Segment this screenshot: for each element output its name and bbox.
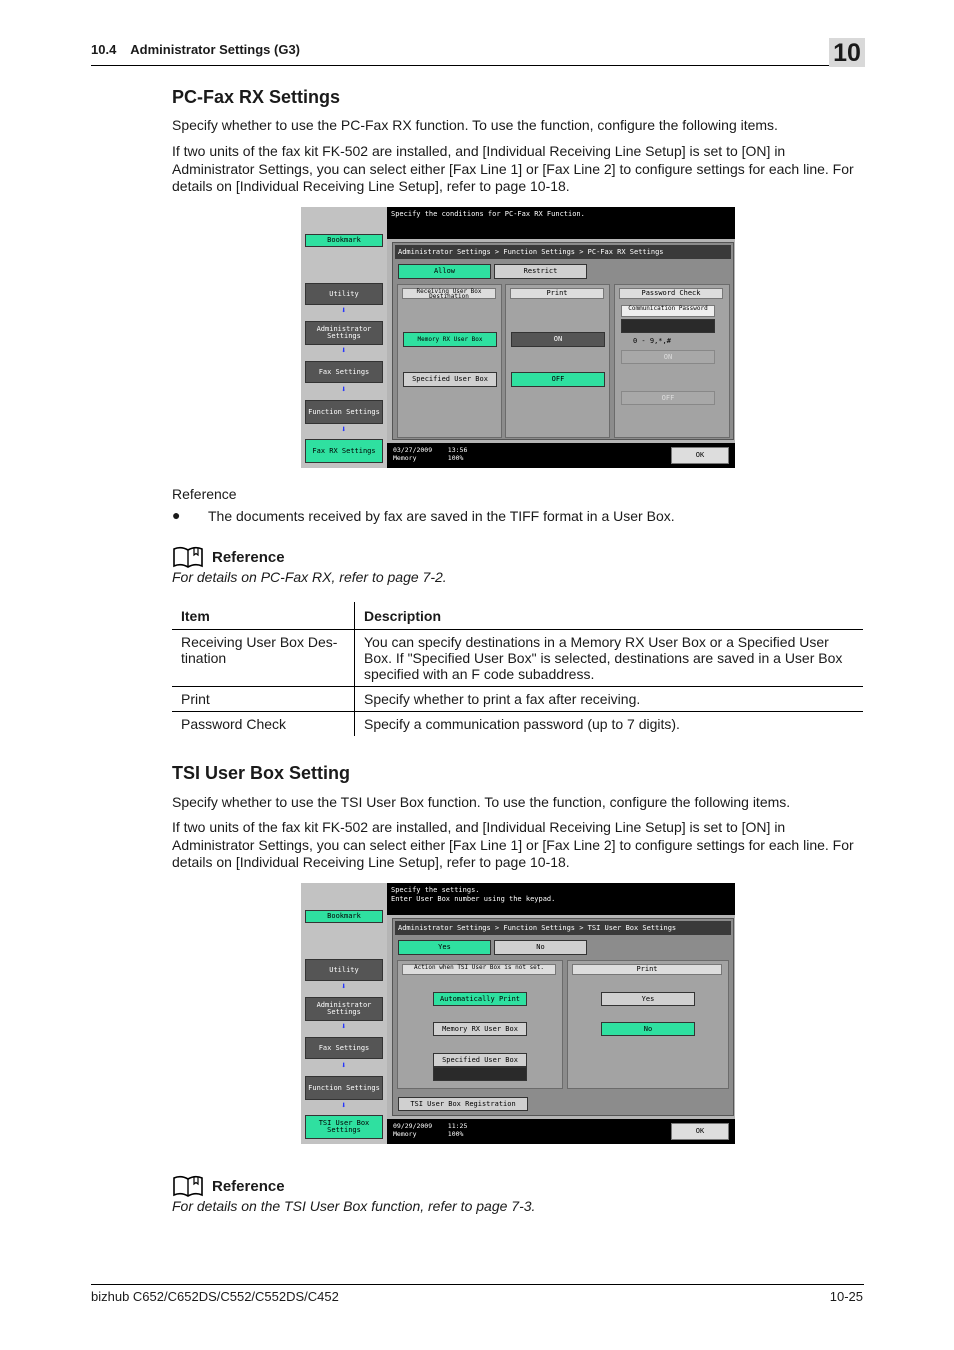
user-box-number-field[interactable]: [433, 1067, 527, 1081]
print-section: [567, 960, 729, 1089]
memory-rx-button[interactable]: Memory RX User Box: [433, 1022, 527, 1036]
screen-message-line2: Enter User Box number using the keypad.: [391, 895, 556, 903]
chapter-number: 10: [829, 38, 865, 67]
print-yes-button[interactable]: Yes: [601, 992, 695, 1006]
table-header-row: [172, 602, 863, 630]
pcfax-title: PC-Fax RX Settings: [172, 87, 341, 107]
settings-table: [172, 602, 863, 736]
screen-message-line1: Specify the settings.: [391, 886, 480, 894]
sidebar: [301, 207, 387, 468]
memory-label: Memory: [393, 453, 417, 462]
tsi-line-setup: If two units of the fax kit FK-502 are installed, and [Individual Receiving Line Setup] is set to [ON] in Administrator Settings, you can select either [Fax Line 1] or [Fax Line 2] to configure settings for each line. For details on [Individual Receiving Line Setup], refer to page 10-18.: [172, 819, 854, 870]
reference-heading: [172, 546, 285, 568]
down-arrow-icon: ⬇: [341, 1022, 347, 1032]
reference-title: Reference: [212, 1177, 285, 1195]
status-date: 09/29/2009: [393, 1122, 433, 1130]
screen-message: [387, 883, 735, 915]
comm-password-label: Communication Password: [621, 305, 715, 317]
password-off-button[interactable]: OFF: [621, 391, 715, 405]
sidebar-bookmark[interactable]: Bookmark: [305, 234, 383, 247]
memory-rx-button[interactable]: Memory RX User Box: [403, 332, 497, 347]
pcfax-screenshot: [301, 207, 735, 468]
status-date: 03/27/2009: [393, 446, 433, 454]
reference-heading: [172, 1175, 285, 1197]
pcfax-line-setup: If two units of the fax kit FK-502 are installed, and [Individual Receiving Line Setup] is set to [ON] in Administrator Settings, you can select either [Fax Line 1] or [Fax Line 2] to configure settings for each line. For details on [Individual Receiving Line Setup], refer to page 10-18.: [172, 143, 854, 194]
col-header-description: Description: [355, 602, 864, 630]
header-rule: [91, 65, 864, 66]
down-arrow-icon: ⬇: [341, 346, 347, 356]
print-on-button[interactable]: ON: [511, 332, 605, 347]
memory-value: 100%: [447, 453, 464, 462]
allow-button[interactable]: Allow: [398, 264, 491, 279]
sidebar-fax-settings[interactable]: Fax Settings: [305, 1037, 383, 1059]
sidebar-function-settings[interactable]: Function Settings: [305, 400, 383, 424]
reference-text: For details on the TSI User Box function, refer to page 7-3.: [172, 1198, 536, 1214]
status-time: 13:56: [447, 446, 468, 454]
destination-section: [397, 284, 502, 438]
table-row: [172, 687, 863, 712]
sidebar-admin-settings[interactable]: Administrator Settings: [305, 321, 383, 345]
memory-value: 100%: [447, 1129, 464, 1138]
tsi-title: TSI User Box Setting: [172, 763, 351, 783]
footer-rule: [91, 1284, 864, 1285]
cell-description: You can specify destinations in a Memory RX User Box or a Specified User Box. If "Specified User Box" is selected, destinations are saved in a User Box specified with an F code subaddress.: [355, 630, 864, 687]
print-no-button[interactable]: No: [601, 1022, 695, 1036]
table-row: [172, 630, 863, 687]
cell-description: Specify a communication password (up to 7 digits).: [364, 716, 680, 732]
specified-user-box-button[interactable]: Specified User Box: [403, 372, 497, 387]
down-arrow-icon: ⬇: [341, 385, 347, 395]
ok-button[interactable]: OK: [671, 1123, 729, 1140]
ok-button[interactable]: OK: [671, 447, 729, 464]
bullet-icon: ●: [172, 507, 181, 523]
settings-panel: [392, 242, 734, 440]
specified-user-box-button[interactable]: Specified User Box: [433, 1053, 527, 1067]
reference-title: Reference: [212, 548, 285, 566]
reference-label: Reference: [172, 486, 237, 502]
password-on-button[interactable]: ON: [621, 350, 715, 364]
memory-label: Memory: [393, 1129, 417, 1138]
sidebar-admin-settings[interactable]: Administrator Settings: [305, 997, 383, 1021]
sidebar-function-settings[interactable]: Function Settings: [305, 1076, 383, 1100]
page-number: 10-25: [829, 1289, 863, 1304]
down-arrow-icon: ⬇: [341, 306, 347, 316]
sidebar-utility[interactable]: Utility: [305, 283, 383, 305]
col-header-item: Item: [172, 602, 355, 630]
reference-text: For details on PC-Fax RX, refer to page 7-2.: [172, 569, 447, 585]
print-section: [505, 284, 610, 438]
password-heading: Password Check: [619, 288, 723, 299]
print-off-button[interactable]: OFF: [511, 372, 605, 387]
down-arrow-icon: ⬇: [341, 1101, 347, 1111]
tsi-intro: Specify whether to use the TSI User Box function. To use the function, configure the following items.: [172, 794, 791, 810]
screen-message: Specify the conditions for PC-Fax RX Function.: [387, 207, 735, 239]
yes-button[interactable]: Yes: [398, 940, 491, 955]
sidebar-fax-settings[interactable]: Fax Settings: [305, 361, 383, 383]
tsi-screenshot: [301, 883, 735, 1144]
book-icon: [172, 1175, 204, 1197]
book-icon: [172, 546, 204, 568]
auto-print-button[interactable]: Automatically Print: [433, 992, 527, 1006]
action-section: [397, 960, 563, 1089]
restrict-button[interactable]: Restrict: [494, 264, 587, 279]
down-arrow-icon: ⬇: [341, 982, 347, 992]
sidebar-utility[interactable]: Utility: [305, 959, 383, 981]
sidebar-fax-rx-settings[interactable]: Fax RX Settings: [305, 439, 383, 463]
breadcrumb: Administrator Settings > Function Settings > TSI User Box Settings: [395, 921, 731, 935]
cell-item: Print: [172, 687, 355, 712]
bullet-text: The documents received by fax are saved in the TIFF format in a User Box.: [208, 508, 675, 524]
table-row: [172, 712, 863, 737]
sidebar-tsi-settings[interactable]: TSI User Box Settings: [305, 1115, 383, 1139]
down-arrow-icon: ⬇: [341, 425, 347, 435]
tsi-registration-button[interactable]: TSI User Box Registration: [398, 1097, 528, 1111]
footer-model: bizhub C652/C652DS/C552/C552DS/C452: [91, 1289, 339, 1304]
cell-item: Receiving User Box Des-tination: [172, 630, 355, 687]
print-heading: Print: [510, 288, 604, 299]
pcfax-intro: Specify whether to use the PC-Fax RX function. To use the function, configure the following items.: [172, 117, 778, 133]
settings-panel: [392, 918, 734, 1116]
password-chars: 0 - 9,*,#: [633, 337, 671, 345]
breadcrumb: Administrator Settings > Function Settings > PC-Fax RX Settings: [395, 245, 731, 259]
sidebar: [301, 883, 387, 1144]
status-time: 11:25: [447, 1122, 468, 1130]
down-arrow-icon: ⬇: [341, 1061, 347, 1071]
no-button[interactable]: No: [494, 940, 587, 955]
password-section: [614, 284, 730, 438]
section-header: 10.4 Administrator Settings (G3): [91, 42, 301, 57]
cell-item: Password Check: [172, 712, 355, 737]
sidebar-bookmark[interactable]: Bookmark: [305, 910, 383, 923]
action-heading: Action when TSI User Box is not set.: [402, 964, 556, 975]
password-field[interactable]: [621, 319, 715, 333]
print-heading: Print: [572, 964, 722, 975]
cell-description: Specify whether to print a fax after receiving.: [355, 687, 864, 712]
destination-heading: Receiving User Box Destination: [402, 288, 496, 299]
